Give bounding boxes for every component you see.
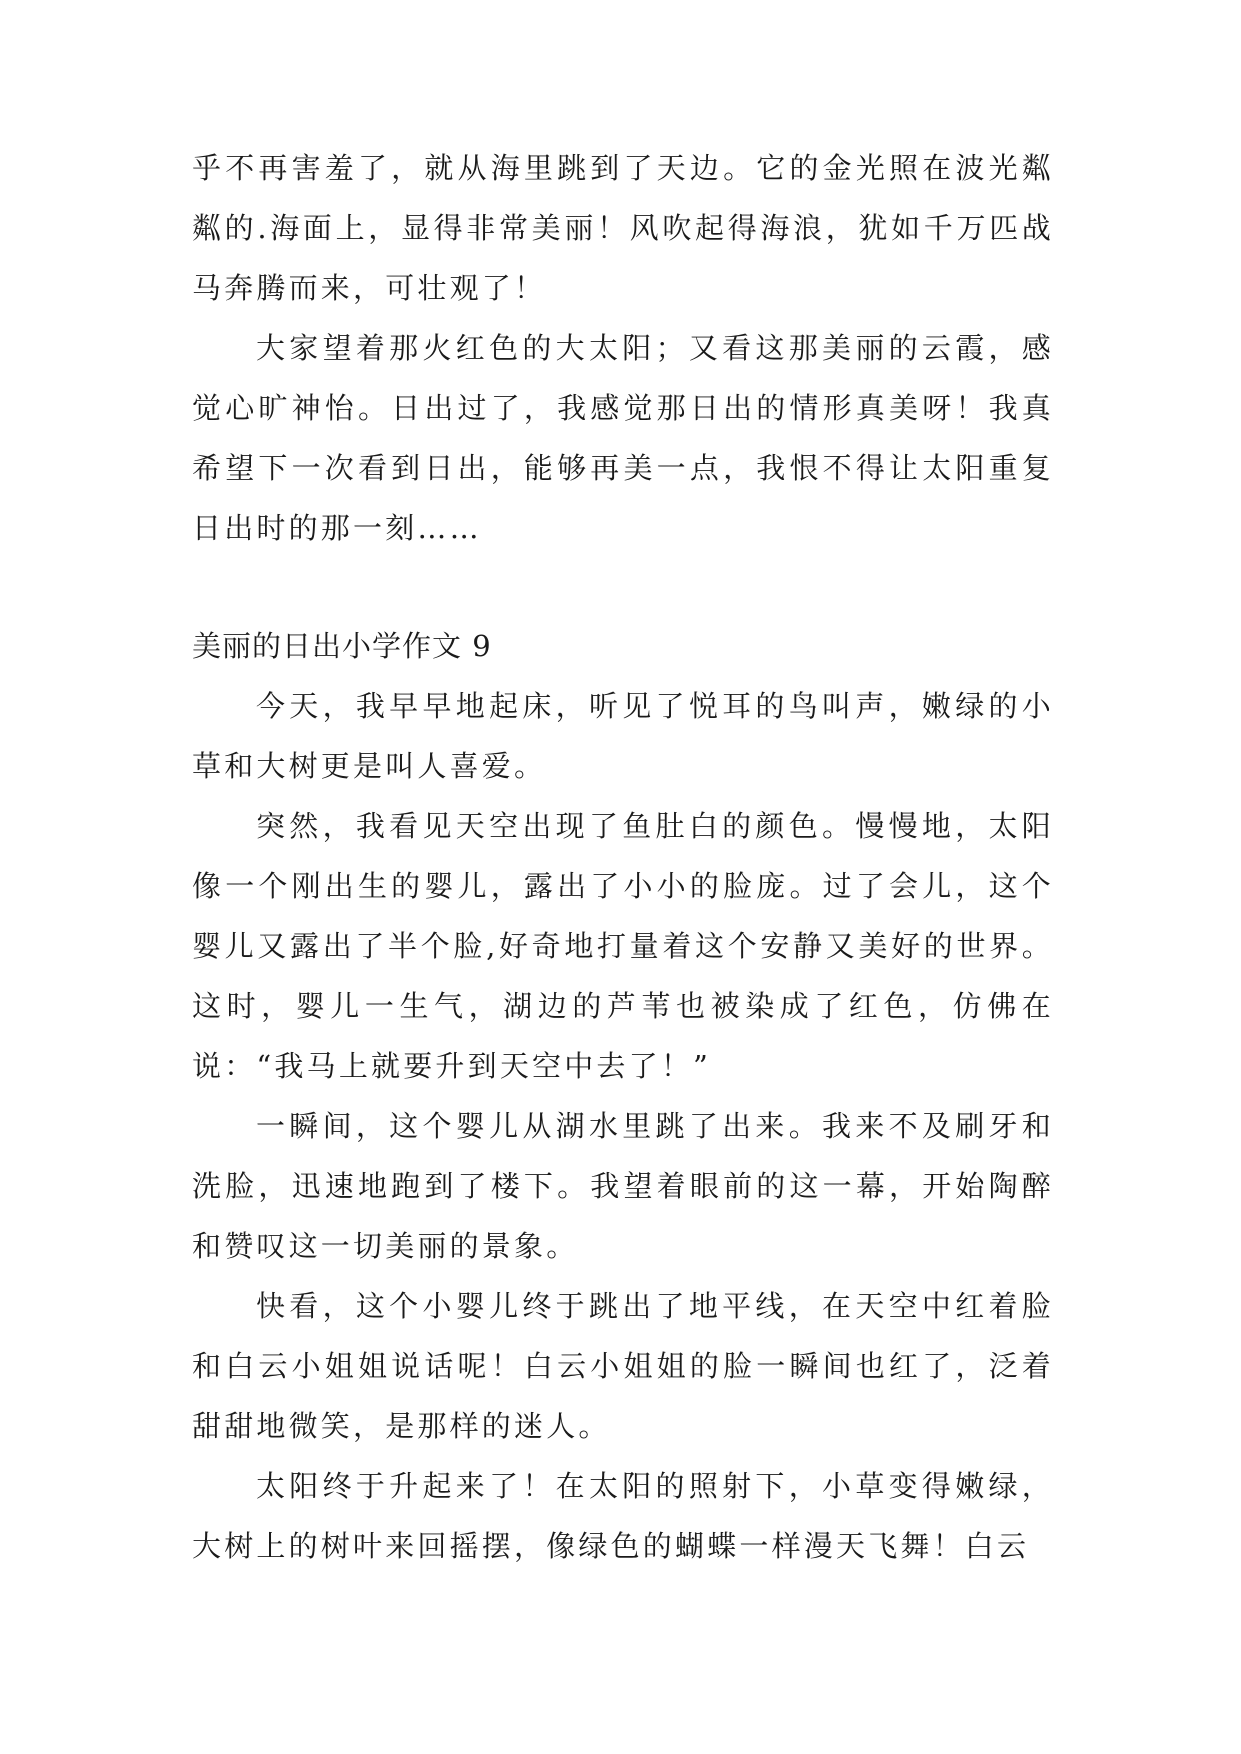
paragraph: 太阳终于升起来了！在太阳的照射下，小草变得嫩绿，大树上的树叶来回摇摆，像绿色的蝴蝶一样漫天飞舞！白云 (192, 1469, 1054, 1563)
paragraph: 快看，这个小婴儿终于跳出了地平线，在天空中红着脸和白云小姐姐说话呢！白云小姐姐的脸一瞬间也红了，泛着甜甜地微笑，是那样的迷人。 (192, 1289, 1054, 1443)
paragraph-continued: 乎不再害羞了，就从海里跳到了天边。它的金光照在波光粼粼的.海面上，显得非常美丽！风吹起得海浪，犹如千万匹战马奔腾而来，可壮观了！ (192, 151, 1054, 305)
paragraph: 今天，我早早地起床，听见了悦耳的鸟叫声，嫩绿的小草和大树更是叫人喜爱。 (192, 689, 1054, 783)
section-title: 美丽的日出小学作文 9 (192, 629, 492, 663)
paragraph: 一瞬间，这个婴儿从湖水里跳了出来。我来不及刷牙和洗脸，迅速地跑到了楼下。我望着眼前的这一幕，开始陶醉和赞叹这一切美丽的景象。 (192, 1109, 1054, 1263)
document-body (192, 138, 1054, 1576)
paragraph: 大家望着那火红色的大太阳；又看这那美丽的云霞，感觉心旷神怡。日出过了，我感觉那日出的情形真美呀！我真希望下一次看到日出，能够再美一点，我恨不得让太阳重复日出时的那一刻…… (192, 331, 1054, 545)
paragraph: 突然，我看见天空出现了鱼肚白的颜色。慢慢地，太阳像一个刚出生的婴儿，露出了小小的脸庞。过了会儿，这个婴儿又露出了半个脸,好奇地打量着这个安静又美好的世界。这时，婴儿一生气，湖边的芦苇也被染成了红色，仿佛在说：“我马上就要升到天空中去了！” (192, 809, 1054, 1083)
